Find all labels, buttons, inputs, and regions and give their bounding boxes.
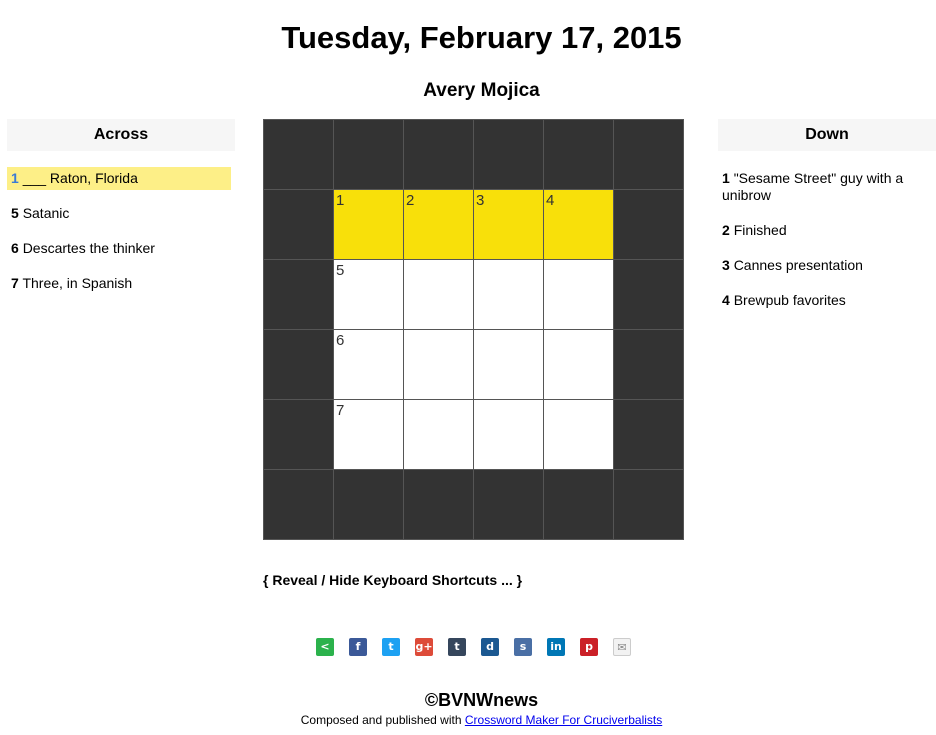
tumblr-icon[interactable]: t	[448, 638, 466, 656]
grid-cell[interactable]	[474, 260, 543, 329]
down-clue-1[interactable]	[718, 167, 930, 207]
across-clue-7[interactable]	[7, 272, 231, 295]
clue-text: Finished	[733, 222, 787, 238]
crossword-maker-link[interactable]: Crossword Maker For Cruciverbalists	[464, 713, 663, 727]
clue-text: "Sesame Street" guy with a unibrow	[722, 170, 904, 203]
grid-cell[interactable]	[334, 260, 403, 329]
keyboard-shortcuts-toggle[interactable]: { Reveal / Hide Keyboard Shortcuts ... }	[263, 572, 523, 588]
composed-by-line	[0, 713, 936, 727]
crossword-grid[interactable]	[263, 119, 684, 540]
grid-cell[interactable]	[474, 330, 543, 399]
down-clue-2[interactable]	[718, 219, 930, 242]
digg-icon[interactable]: d	[481, 638, 499, 656]
grid-cell-black	[474, 470, 543, 539]
grid-cell-black	[544, 470, 613, 539]
grid-cell-black	[404, 470, 473, 539]
grid-cell[interactable]	[544, 400, 613, 469]
grid-cell-black	[264, 260, 333, 329]
clue-number: 7	[11, 275, 19, 291]
cell-number: 3	[476, 192, 485, 209]
across-clue-1[interactable]	[7, 167, 231, 190]
grid-cell[interactable]	[334, 190, 403, 259]
clue-text: Cannes presentation	[733, 257, 863, 273]
grid-cell-black	[544, 120, 613, 189]
google-plus-icon[interactable]: g+	[415, 638, 433, 656]
clue-number: 4	[722, 292, 730, 308]
clue-number: 1	[11, 170, 19, 186]
grid-cell-black	[334, 120, 403, 189]
down-clue-3[interactable]	[718, 254, 930, 277]
grid-cell-black	[264, 470, 333, 539]
facebook-icon[interactable]: f	[349, 638, 367, 656]
clue-number: 2	[722, 222, 730, 238]
grid-cell-black	[614, 400, 683, 469]
grid-cell-black	[264, 120, 333, 189]
clue-text: Brewpub favorites	[733, 292, 846, 308]
across-heading: Across	[7, 119, 235, 151]
cell-number: 5	[336, 262, 345, 279]
grid-cell-black	[264, 400, 333, 469]
share-bar	[316, 638, 631, 656]
grid-cell[interactable]	[544, 330, 613, 399]
grid-cell[interactable]	[404, 330, 473, 399]
cell-number: 2	[406, 192, 415, 209]
grid-cell-black	[264, 330, 333, 399]
puzzle-author: Avery Mojica	[423, 80, 540, 101]
across-clue-5[interactable]	[7, 202, 231, 225]
grid-cell[interactable]	[544, 190, 613, 259]
email-icon[interactable]: ✉	[613, 638, 631, 656]
linkedin-icon[interactable]: in	[547, 638, 565, 656]
clue-number: 3	[722, 257, 730, 273]
grid-cell[interactable]	[544, 260, 613, 329]
grid-cell[interactable]	[404, 260, 473, 329]
grid-cell[interactable]	[404, 190, 473, 259]
across-clue-6[interactable]	[7, 237, 231, 260]
clue-text: Satanic	[22, 205, 70, 221]
clue-text: Three, in Spanish	[22, 275, 133, 291]
clue-text: Descartes the thinker	[22, 240, 155, 256]
cell-number: 1	[336, 192, 345, 209]
composed-prefix: Composed and published with	[300, 713, 465, 727]
grid-cell[interactable]	[334, 330, 403, 399]
clue-number: 5	[11, 205, 19, 221]
grid-cell-black	[404, 120, 473, 189]
clue-text: ___ Raton, Florida	[22, 170, 138, 186]
clue-number: 1	[722, 170, 730, 186]
puzzle-title: Tuesday, February 17, 2015	[281, 20, 682, 55]
grid-cell-black	[614, 120, 683, 189]
down-heading: Down	[718, 119, 936, 151]
cell-number: 4	[546, 192, 555, 209]
grid-cell-black	[334, 470, 403, 539]
grid-cell[interactable]	[334, 400, 403, 469]
cell-number: 7	[336, 402, 345, 419]
grid-cell[interactable]	[404, 400, 473, 469]
grid-cell[interactable]	[474, 400, 543, 469]
grid-cell-black	[264, 190, 333, 259]
twitter-icon[interactable]: t	[382, 638, 400, 656]
cell-number: 6	[336, 332, 345, 349]
clue-number: 6	[11, 240, 19, 256]
grid-cell-black	[614, 330, 683, 399]
down-clue-4[interactable]	[718, 289, 930, 312]
grid-cell-black	[474, 120, 543, 189]
grid-cell-black	[614, 260, 683, 329]
grid-cell-black	[614, 470, 683, 539]
grid-cell[interactable]	[474, 190, 543, 259]
copyright: ©BVNWnews	[424, 690, 539, 710]
pinterest-icon[interactable]: p	[580, 638, 598, 656]
stumbleupon-icon[interactable]: s	[514, 638, 532, 656]
share-icon[interactable]: <	[316, 638, 334, 656]
grid-cell-black	[614, 190, 683, 259]
